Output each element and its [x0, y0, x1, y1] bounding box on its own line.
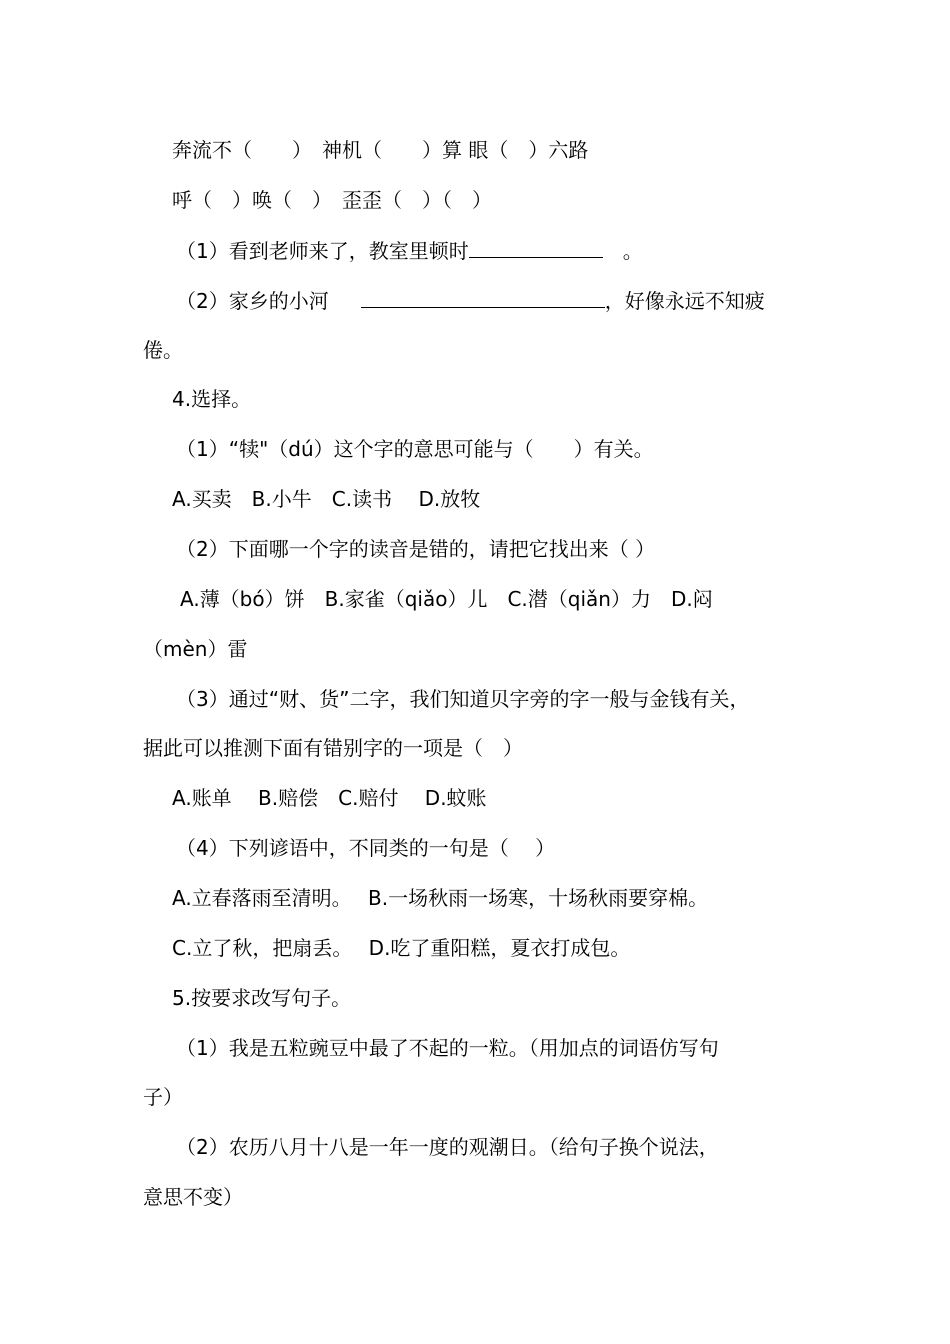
answer-options: A.账单 B.赔偿 C.赔付 D.蚊账	[172, 786, 487, 810]
answer-blank[interactable]	[361, 285, 605, 308]
question-text-continuation: 子）	[143, 1085, 183, 1109]
paragraph-continuation: 倦。	[143, 338, 183, 362]
idiom-fill-line-1: 奔流不（ ） 神机（ ）算 眼（ ）六路	[172, 138, 589, 162]
question-text: （3）通过“财、货”二字，我们知道贝字旁的字一般与金钱有关，	[176, 687, 750, 711]
fill-blank-sentence-2: （2）家乡的小河 ，好像永远不知疲	[176, 285, 765, 315]
answer-blank[interactable]	[469, 235, 603, 258]
answer-options: A.买卖 B.小牛 C.读书 D.放牧	[172, 487, 481, 511]
question-text-continuation: 意思不变）	[143, 1185, 243, 1209]
answer-options: C.立了秋，把扇丢。 D.吃了重阳糕，夏衣打成包。	[172, 936, 631, 960]
answer-options: A.薄（bó）饼 B.家雀（qiǎo）儿 C.潜（qiǎn）力 D.闷	[180, 587, 713, 611]
answer-options: A.立春落雨至清明。 B.一场秋雨一场寒，十场秋雨要穿棉。	[172, 886, 709, 910]
question-text: （2）下面哪一个字的读音是错的，请把它找出来（ ）	[176, 537, 656, 561]
question-text: （1）我是五粒豌豆中最了不起的一粒。（用加点的词语仿写句	[176, 1036, 719, 1060]
section-heading: 4.选择。	[172, 387, 252, 411]
section-heading: 5.按要求改写句子。	[172, 986, 352, 1010]
question-text-continuation: 据此可以推测下面有错别字的一项是（ ）	[143, 736, 523, 760]
question-text: （1）“犊"（dú）这个字的意思可能与（ ）有关。	[176, 437, 654, 461]
question-text: （4）下列谚语中，不同类的一句是（ ）	[176, 836, 556, 860]
fill-blank-sentence-1: （1）看到老师来了，教室里顿时 。	[176, 235, 643, 265]
idiom-fill-line-2: 呼（ ）唤（ ） 歪歪（ ）（ ）	[172, 188, 492, 212]
answer-options-continuation: （mèn）雷	[143, 637, 248, 661]
question-text: （2）农历八月十八是一年一度的观潮日。（给句子换个说法，	[176, 1135, 719, 1159]
